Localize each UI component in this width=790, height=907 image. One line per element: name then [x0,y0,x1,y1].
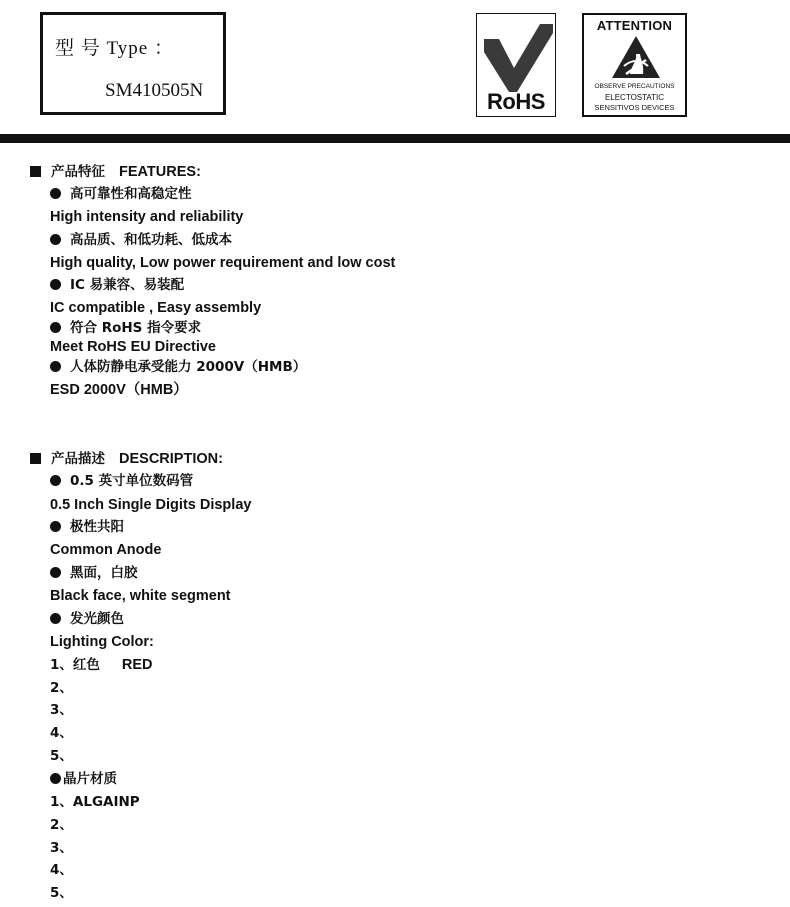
model-number: SM410505N [105,80,204,101]
color-list-item: 2、 [50,680,73,696]
description-item-en: Common Anode [50,542,162,558]
color-list-item: 5、 [50,748,73,764]
color-list-item: 4、 [50,725,73,741]
esd-attention-logo [582,13,687,117]
rohs-checkmark-icon [477,14,555,94]
description-item-en: Black face, white segment [50,588,231,604]
header-divider [0,134,790,143]
feature-item: 高品质、和低功耗、低成本 [50,231,232,249]
bullet-icon [50,567,61,578]
bullet-icon [50,521,61,532]
attention-line-electostatic: ELECTOSTATIC [604,93,665,102]
attention-title: ATTENTION [596,18,673,33]
chip-list-item: 5、 [50,885,73,901]
chip-list-item: 3、 [50,840,73,856]
attention-line-sensitivos: SENSITIVOS DEVICES [594,103,675,112]
bullet-icon [50,279,61,290]
rohs-logo [476,13,556,117]
chip-list-item: 2、 [50,817,73,833]
square-bullet-icon [30,453,41,464]
feature-item-en: Meet RoHS EU Directive [50,339,216,355]
description-heading: 产品描述 DESCRIPTION: [30,450,223,468]
feature-item: 高可靠性和高稳定性 [50,185,192,203]
model-type-box [40,12,226,115]
feature-item: 符合 RoHS 指令要求 [50,319,201,337]
feature-item-en: IC compatible , Easy assembly [50,300,262,316]
feature-item-en: High intensity and reliability [50,209,244,225]
color-list-item: 1、红色 RED [50,657,153,673]
bullet-icon [50,234,61,245]
chip-material-heading: 晶片材质 [50,770,117,788]
bullet-icon [50,322,61,333]
bullet-icon [50,613,61,624]
attention-line-observe: OBSERVE PRECAUTIONS [594,83,675,90]
description-item: 黑面，白胶 [50,564,138,582]
features-heading: 产品特征 FEATURES: [30,163,201,181]
bullet-icon [50,475,61,486]
description-item: 极性共阳 [50,518,124,536]
bullet-icon [50,773,61,784]
chip-list-item: 1、ALGAINP [50,794,140,810]
feature-item: IC 易兼容、易装配 [50,276,184,294]
type-label: 型 号 Type ： [55,38,174,59]
description-item: 0.5 英寸单位数码管 [50,472,193,490]
description-item-en: 0.5 Inch Single Digits Display [50,497,252,513]
feature-item-en: ESD 2000V（HMB） [50,382,188,398]
description-item-en: Lighting Color: [50,634,154,650]
esd-warning-icon [610,34,662,80]
square-bullet-icon [30,166,41,177]
rohs-logo-text: RoHS [487,89,545,114]
color-list-item: 3、 [50,702,73,718]
bullet-icon [50,361,61,372]
description-item: 发光颜色 [50,610,124,628]
chip-list-item: 4、 [50,862,73,878]
bullet-icon [50,188,61,199]
feature-item: 人体防静电承受能力 2000V（HMB） [50,358,306,376]
feature-item-en: High quality, Low power requirement and low cost [50,255,396,271]
